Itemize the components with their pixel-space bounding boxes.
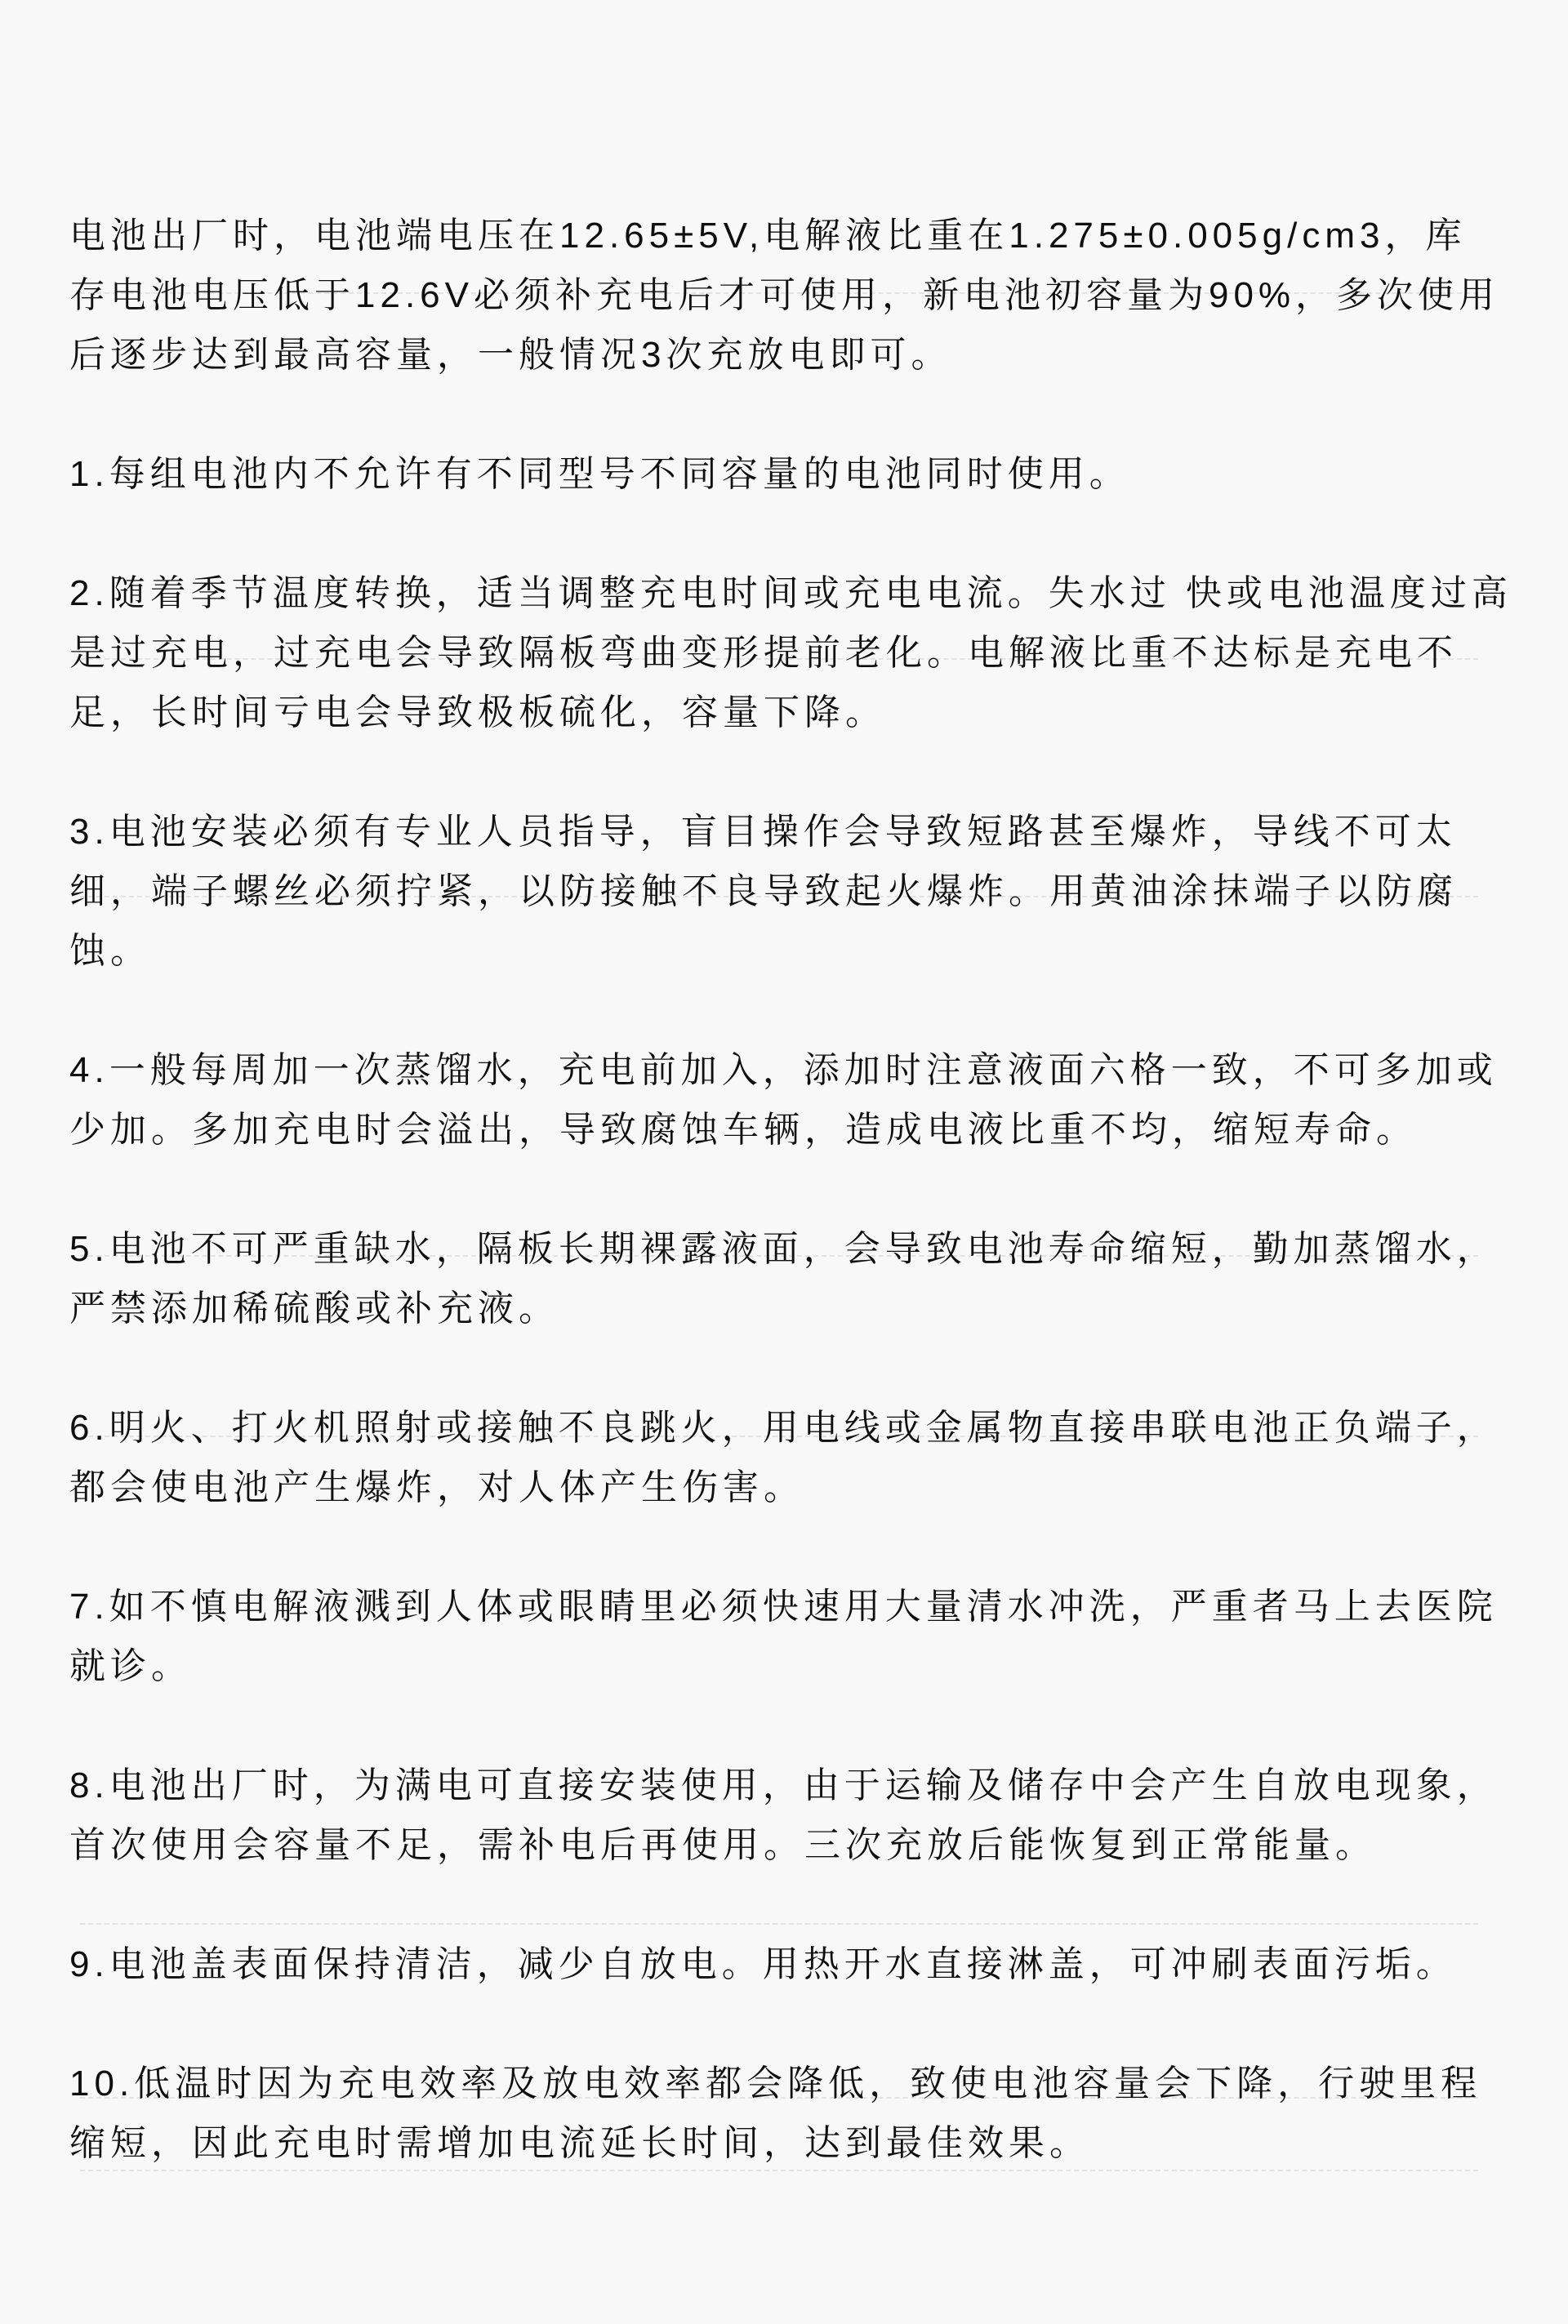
text-line: 后逐步达到最高容量，一般情况3次充放电即可。 bbox=[69, 335, 952, 375]
note-item-4 bbox=[69, 1040, 1499, 1160]
text-line: 存电池电压低于12.6V必须补充电后才可使用，新电池初容量为90%，多次使用 bbox=[69, 275, 1500, 315]
text-line: 4.一般每周加一次蒸馏水，充电前加入，添加时注意液面六格一致，不可多加或 bbox=[69, 1050, 1498, 1090]
text-line: 1.每组电池内不允许有不同型号不同容量的电池同时使用。 bbox=[69, 454, 1130, 494]
note-item-2 bbox=[69, 563, 1512, 742]
note-item-10 bbox=[69, 2054, 1499, 2173]
note-item-3 bbox=[69, 802, 1499, 981]
text-line: 少加。多加充电时会溢出，导致腐蚀车辆，造成电液比重不均，缩短寿命。 bbox=[69, 1110, 1417, 1150]
text-line: 严禁添加稀硫酸或补充液。 bbox=[69, 1289, 559, 1329]
text-line: 电池出厂时，电池端电压在12.65±5V,电解液比重在1.275±0.005g/cm3，库 bbox=[69, 216, 1467, 256]
note-item-8 bbox=[69, 1756, 1499, 1875]
text-line: 10.低温时因为充电效率及放电效率都会降低，致使电池容量会下降，行驶里程 bbox=[69, 2064, 1482, 2104]
note-item-7 bbox=[69, 1577, 1499, 1696]
text-line: 就诊。 bbox=[69, 1646, 192, 1686]
text-line: 8.电池出厂时，为满电可直接安装使用，由于运输及储存中会产生自放电现象， bbox=[69, 1765, 1498, 1805]
text-line: 是过充电，过充电会导致隔板弯曲变形提前老化。电解液比重不达标是充电不 bbox=[69, 633, 1458, 673]
text-line: 9.电池盖表面保持清洁，减少自放电。用热开水直接淋盖，可冲刷表面污垢。 bbox=[69, 1944, 1457, 1984]
text-line: 蚀。 bbox=[69, 931, 151, 971]
text-line: 3.电池安装必须有专业人员指导，盲目操作会导致短路甚至爆炸，导线不可太 bbox=[69, 812, 1457, 852]
text-line: 缩短，因此充电时需增加电流延长时间，达到最佳效果。 bbox=[69, 2123, 1090, 2163]
note-item-1 bbox=[69, 444, 1499, 504]
intro-paragraph bbox=[69, 206, 1499, 385]
text-line: 首次使用会容量不足，需补电后再使用。三次充放后能恢复到正常能量。 bbox=[69, 1825, 1376, 1865]
text-line: 都会使电池产生爆炸，对人体产生伤害。 bbox=[69, 1467, 804, 1507]
note-item-9 bbox=[69, 1934, 1499, 1994]
note-item-5 bbox=[69, 1219, 1499, 1338]
text-line: 5.电池不可严重缺水，隔板长期裸露液面，会导致电池寿命缩短，勤加蒸馏水， bbox=[69, 1229, 1498, 1269]
text-line: 6.明火、打火机照射或接触不良跳火，用电线或金属物直接串联电池正负端子， bbox=[69, 1408, 1498, 1448]
note-item-6 bbox=[69, 1398, 1499, 1517]
text-line: 细，端子螺丝必须拧紧，以防接触不良导致起火爆炸。用黄油涂抹端子以防腐 bbox=[69, 871, 1458, 911]
text-line: 足，长时间亏电会导致极板硫化，容量下降。 bbox=[69, 692, 886, 732]
text-line: 7.如不慎电解液溅到人体或眼睛里必须快速用大量清水冲洗，严重者马上去医院 bbox=[69, 1587, 1498, 1627]
text-line: 2.随着季节温度转换，适当调整充电时间或充电电流。失水过 快或电池温度过高 bbox=[69, 573, 1512, 613]
